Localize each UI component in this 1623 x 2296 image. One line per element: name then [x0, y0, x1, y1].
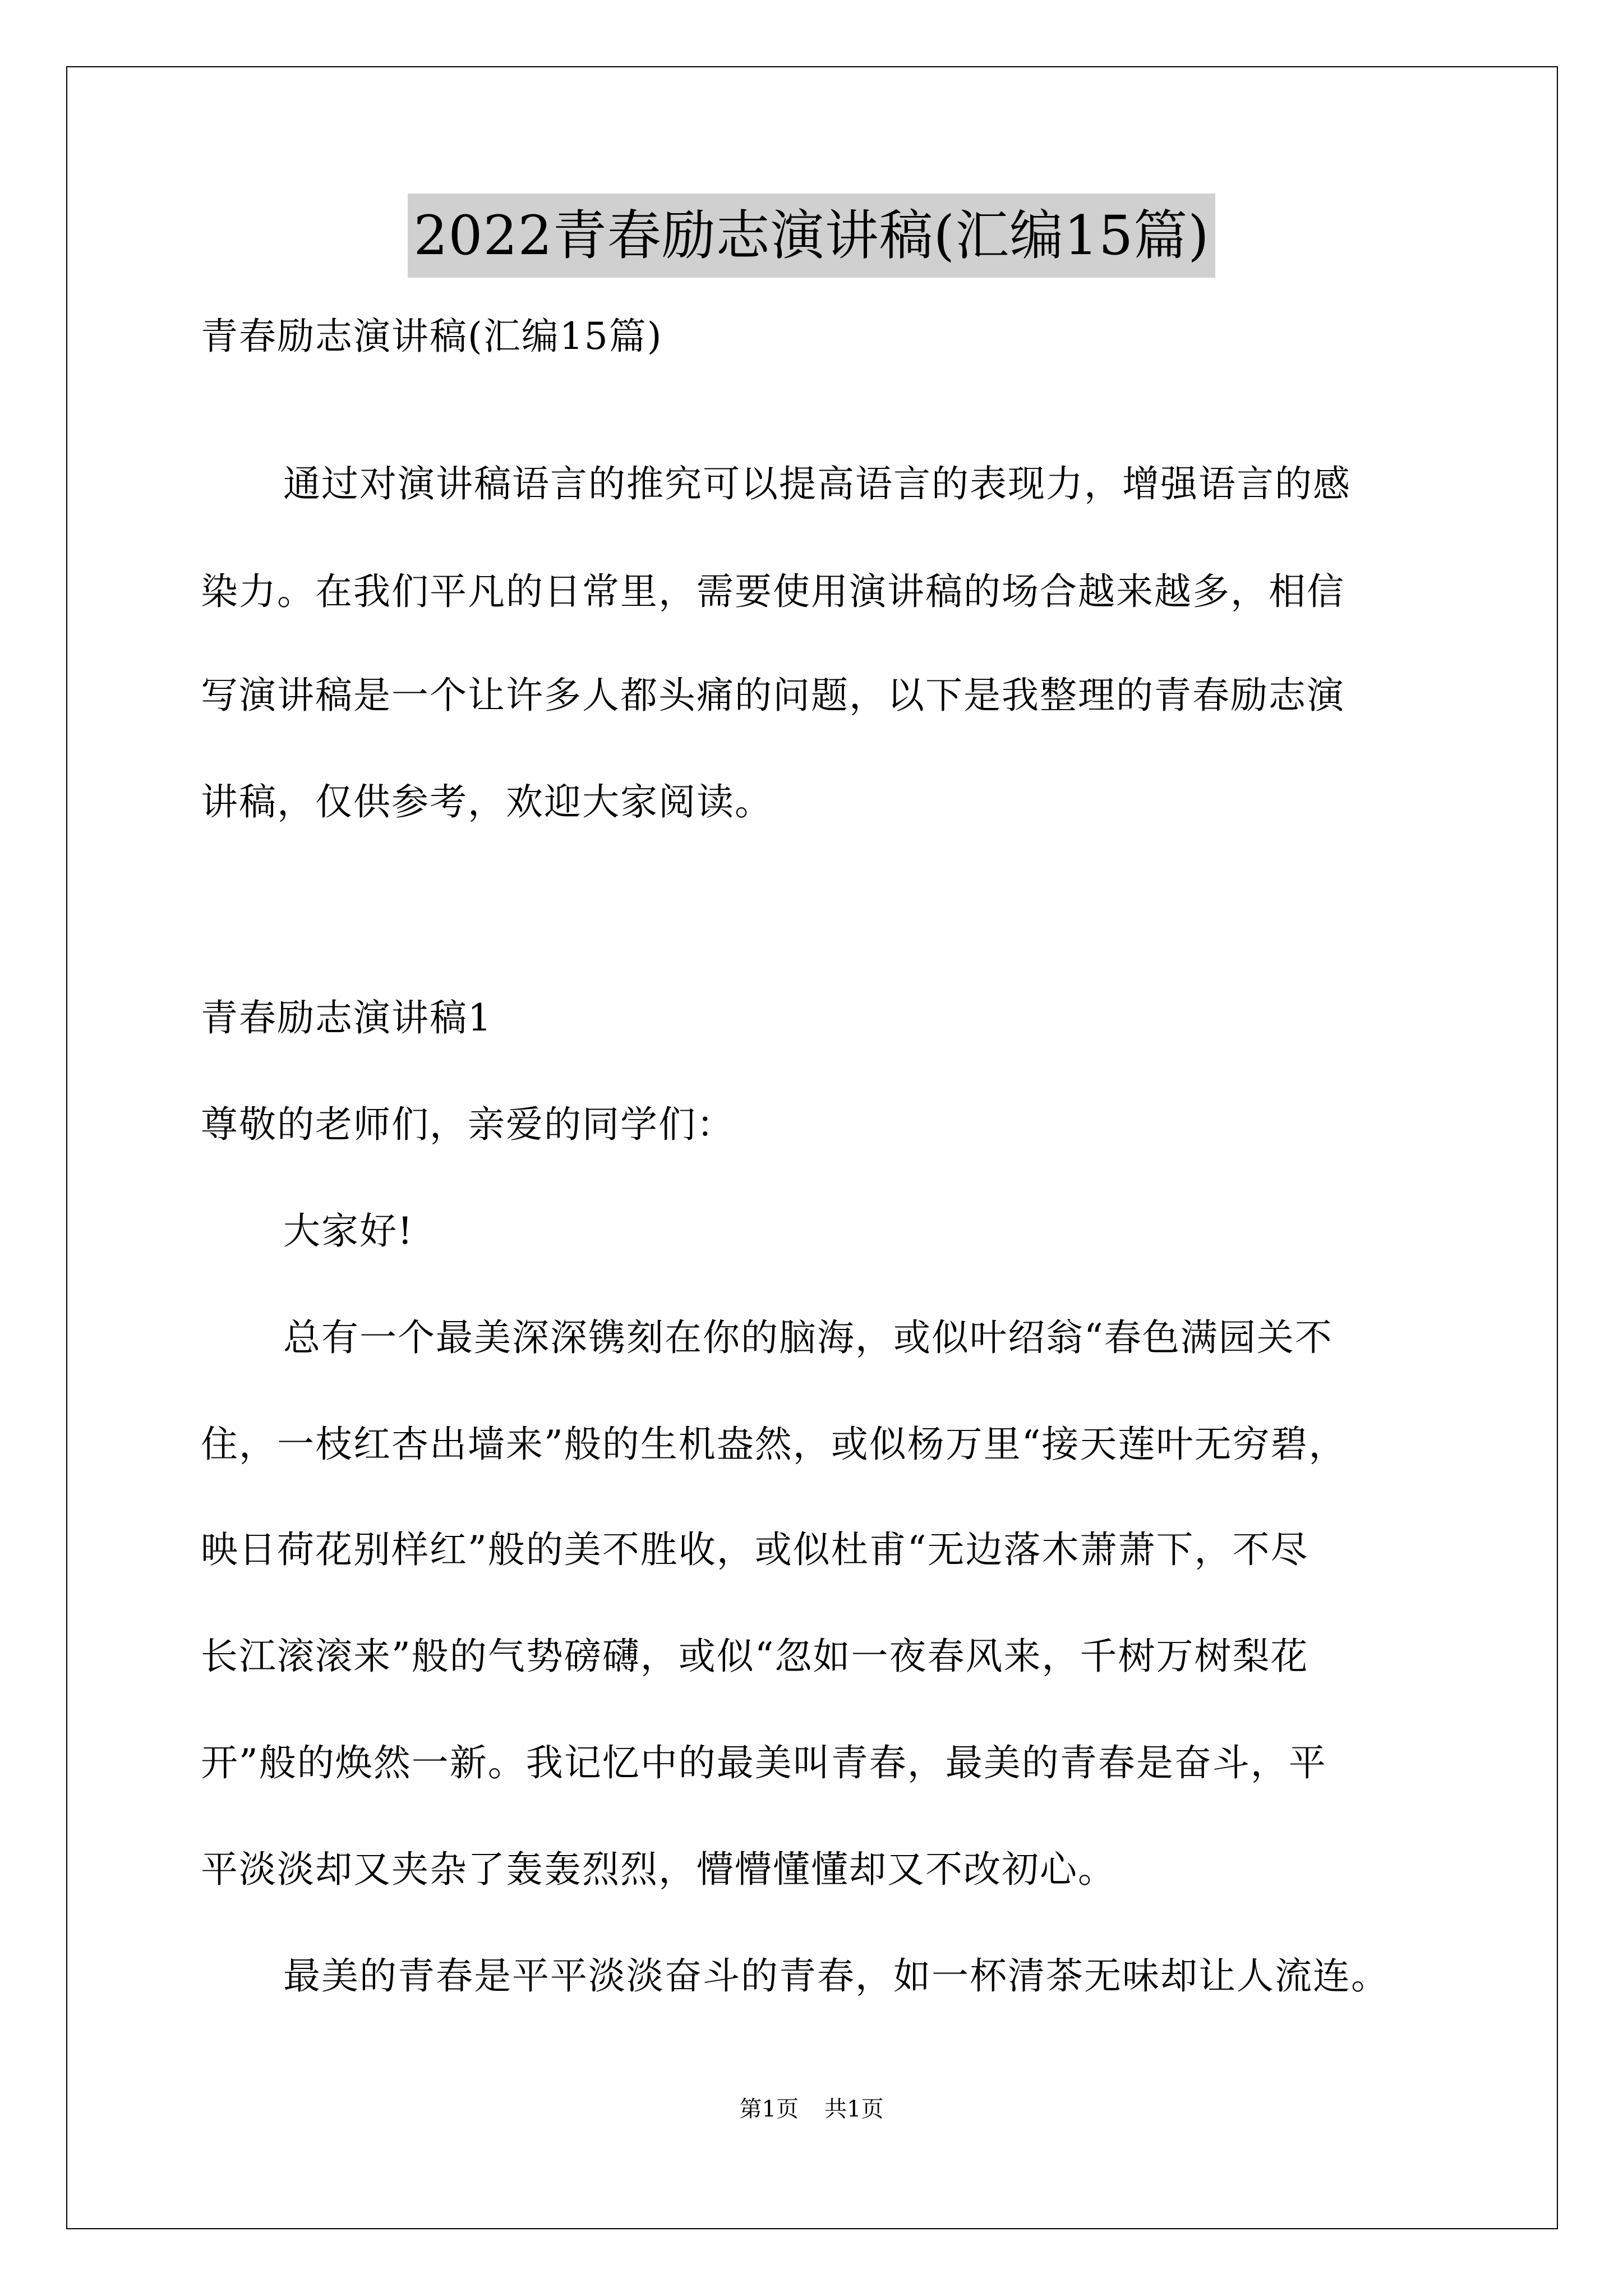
body-line: 开”般的焕然一新。我记忆中的最美叫青春，最美的青春是奋斗，平 [201, 1741, 1327, 1784]
intro-line: 染力。在我们平凡的日常里，需要使用演讲稿的场合越来越多，相信 [201, 570, 1345, 613]
body-line: 长江滚滚来”般的气势磅礴，或似“忽如一夜春风来，千树万树梨花 [201, 1635, 1309, 1678]
body-line: 总有一个最美深深镌刻在你的脑海，或似叶绍翁“春色满园关不 [283, 1316, 1333, 1359]
salutation: 尊敬的老师们，亲爱的同学们： [201, 1103, 735, 1146]
body-line: 住，一枝红杏出墙来”般的生机盎然，或似杨万里“接天莲叶无穷碧， [201, 1423, 1347, 1466]
greeting: 大家好! [283, 1209, 414, 1253]
intro-line: 讲稿，仅供参考，欢迎大家阅读。 [201, 780, 773, 823]
document-title: 2022青春励志演讲稿(汇编15篇) [408, 194, 1215, 278]
page-footer [0, 2092, 1623, 2126]
section-heading: 青春励志演讲稿1 [201, 996, 492, 1039]
document-subtitle: 青春励志演讲稿(汇编15篇) [201, 315, 663, 358]
intro-line: 通过对演讲稿语言的推究可以提高语言的表现力，增强语言的感 [283, 462, 1351, 505]
body-line: 平淡淡却又夹杂了轰轰烈烈，懵懵懂懂却又不改初心。 [201, 1848, 1116, 1891]
closing-line: 最美的青春是平平淡淡奋斗的青春，如一杯清茶无味却让人流连。 [283, 1954, 1389, 1998]
body-line: 映日荷花别样红”般的美不胜收，或似杜甫“无边落木萧萧下，不尽 [201, 1528, 1309, 1571]
title-block [0, 194, 1623, 278]
page-number: 第1页 [739, 2096, 799, 2122]
intro-line: 写演讲稿是一个让许多人都头痛的问题，以下是我整理的青春励志演 [201, 674, 1345, 717]
page-total: 共1页 [824, 2096, 884, 2122]
